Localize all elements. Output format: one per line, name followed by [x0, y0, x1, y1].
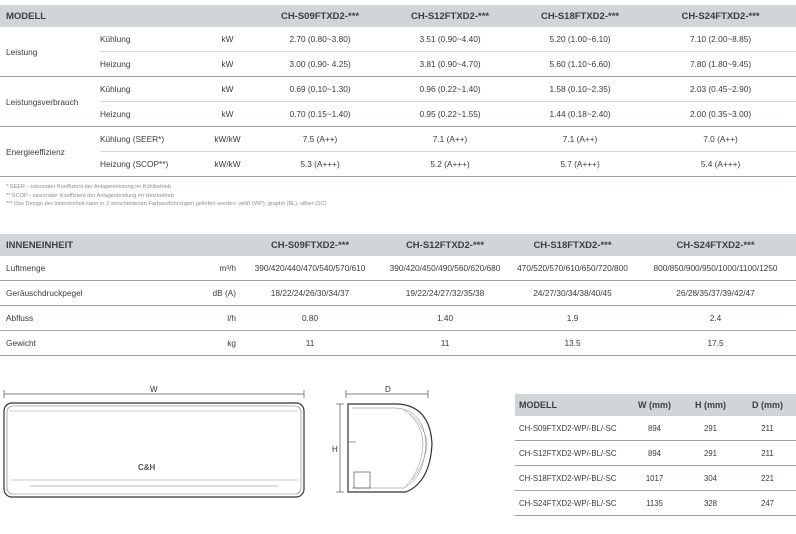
cell-value: 5.2 (A+++)	[385, 152, 515, 177]
header-model-2: CH-S12FTXD2-***	[380, 234, 510, 256]
cell-value: 2.4	[635, 306, 796, 331]
cell-value: 2.03 (0.45~2.90)	[645, 77, 796, 102]
row-unit: kW/kW	[200, 127, 255, 152]
dims-header-row	[515, 394, 796, 416]
cell-value: 0.95 (0.22~1.55)	[385, 102, 515, 127]
row-label: Luftmenge	[0, 256, 180, 281]
dimensions-table	[515, 394, 796, 516]
cell-value: 7.5 (A++)	[255, 127, 385, 152]
cell-value: 5.7 (A+++)	[515, 152, 645, 177]
table-row	[0, 256, 796, 281]
cell-value: 1017	[627, 466, 682, 491]
table-row	[0, 102, 796, 127]
cell-value: 894	[627, 416, 682, 441]
indoor-unit-body	[4, 403, 304, 497]
group-label-leistung: Leistung	[0, 27, 100, 77]
cell-value: 390/420/450/490/560/620/680	[380, 256, 510, 281]
table-row	[515, 441, 796, 466]
row-label: Abfluss	[0, 306, 180, 331]
row-unit: dB (A)	[180, 281, 240, 306]
header-model-2: CH-S12FTXD2-***	[385, 5, 515, 27]
row-mode: Heizung	[100, 102, 200, 127]
cell-value: 5.20 (1.00~6.10)	[515, 27, 645, 52]
table-row	[515, 416, 796, 441]
footnote-scop: ** SCOP - saisonaler Koeffizient der Anlagenleistung im Heizbetrieb	[6, 192, 174, 199]
depth-label: D	[385, 385, 391, 394]
cell-value: 17.5	[635, 331, 796, 356]
header-model-1: CH-S09FTXD2-***	[240, 234, 380, 256]
header-w: W (mm)	[627, 394, 682, 416]
group-label-leistungsverbrauch: Leistungsverbrauch	[0, 77, 100, 127]
indoor-unit-side	[348, 404, 432, 492]
cell-value: 291	[682, 441, 739, 466]
footnote-design: *** Das Design der Inneneinheit kann in 3 verschiedenen Farbausführungen geliefert werden: weiß (WP), graphit (BL), silber (SC)	[6, 201, 327, 207]
cell-value: 24/27/30/34/38/40/45	[510, 281, 635, 306]
footnote-seer: * SEER - saisonaler Koeffizient der Anlagenleistung im Kühlbetrieb	[6, 184, 172, 190]
header-model-1: CH-S09FTXD2-***	[255, 5, 385, 27]
cell-value: 0.69 (0.10~1.30)	[255, 77, 385, 102]
performance-header-row	[0, 5, 796, 27]
header-model-4: CH-S24FTXD2-***	[645, 5, 796, 27]
row-mode: Heizung	[100, 52, 200, 77]
table-row	[0, 281, 796, 306]
indoor-unit-table	[0, 234, 796, 356]
table-row	[0, 306, 796, 331]
row-unit: kW	[200, 77, 255, 102]
cell-value: 1.40	[380, 306, 510, 331]
table-row	[0, 77, 796, 102]
row-unit: kW/kW	[200, 152, 255, 177]
cell-value: 11	[380, 331, 510, 356]
cell-value: 211	[739, 441, 796, 466]
row-mode: Kühlung	[100, 77, 200, 102]
table-row	[0, 52, 796, 77]
table-row	[0, 152, 796, 177]
cell-value: 800/850/900/950/1000/1100/1250	[635, 256, 796, 281]
header-model-3: CH-S18FTXD2-***	[510, 234, 635, 256]
cell-value: 11	[240, 331, 380, 356]
cell-value: 1.44 (0.18~2.40)	[515, 102, 645, 127]
header-modell: MODELL	[0, 5, 255, 27]
row-mode: Heizung (SCOP**)	[100, 152, 200, 177]
table-row	[515, 466, 796, 491]
table-row	[0, 27, 796, 52]
group-label-energieeffizienz: Energieeffizienz	[0, 127, 100, 177]
cell-value: 0.96 (0.22~1.40)	[385, 77, 515, 102]
cell-value: 13.5	[510, 331, 635, 356]
performance-table	[0, 5, 796, 177]
model-name: CH-S24FTXD2-WP/-BL/-SC	[515, 491, 627, 516]
row-unit: kg	[180, 331, 240, 356]
row-label: Geräuschdruckpegel	[0, 281, 180, 306]
cell-value: 7.10 (2.00~8.85)	[645, 27, 796, 52]
model-name: CH-S12FTXD2-WP/-BL/-SC	[515, 441, 627, 466]
cell-value: 3.81 (0.90~4.70)	[385, 52, 515, 77]
header-d: D (mm)	[739, 394, 796, 416]
cell-value: 7.1 (A++)	[515, 127, 645, 152]
cell-value: 5.3 (A+++)	[255, 152, 385, 177]
cell-value: 26/28/35/37/39/42/47	[635, 281, 796, 306]
header-model-3: CH-S18FTXD2-***	[515, 5, 645, 27]
cell-value: 1135	[627, 491, 682, 516]
cell-value: 0.70 (0.15~1.40)	[255, 102, 385, 127]
table-row	[0, 331, 796, 356]
cell-value: 390/420/440/470/540/570/610	[240, 256, 380, 281]
cell-value: 0.80	[240, 306, 380, 331]
cell-value: 5.60 (1.10~6.60)	[515, 52, 645, 77]
front-view-drawing	[0, 380, 320, 510]
cell-value: 19/22/24/27/32/35/38	[380, 281, 510, 306]
indoor-header-row	[0, 234, 796, 256]
cell-value: 304	[682, 466, 739, 491]
row-unit: kW	[200, 52, 255, 77]
cell-value: 7.0 (A++)	[645, 127, 796, 152]
brand-logo: C&H	[138, 463, 156, 472]
header-inneneinheit: INNENEINHEIT	[0, 234, 240, 256]
header-h: H (mm)	[682, 394, 739, 416]
footnotes	[6, 183, 327, 209]
row-mode: Kühlung	[100, 27, 200, 52]
height-label: H	[332, 445, 338, 454]
row-unit: kW	[200, 27, 255, 52]
cell-value: 247	[739, 491, 796, 516]
cell-value: 1.9	[510, 306, 635, 331]
cell-value: 894	[627, 441, 682, 466]
header-model-4: CH-S24FTXD2-***	[635, 234, 796, 256]
cell-value: 5.4 (A+++)	[645, 152, 796, 177]
model-name: CH-S09FTXD2-WP/-BL/-SC	[515, 416, 627, 441]
cell-value: 3.51 (0.90~4.40)	[385, 27, 515, 52]
cell-value: 328	[682, 491, 739, 516]
cell-value: 1.58 (0.10~2.35)	[515, 77, 645, 102]
cell-value: 7.1 (A++)	[385, 127, 515, 152]
cell-value: 2.00 (0.35~3.00)	[645, 102, 796, 127]
cell-value: 18/22/24/26/30/34/37	[240, 281, 380, 306]
side-view-drawing	[328, 382, 448, 512]
width-label: W	[150, 385, 158, 394]
row-unit: l/h	[180, 306, 240, 331]
row-unit: m³/h	[180, 256, 240, 281]
cell-value: 3.00 (0.90- 4.25)	[255, 52, 385, 77]
cell-value: 470/520/570/610/650/720/800	[510, 256, 635, 281]
row-label: Gewicht	[0, 331, 180, 356]
cell-value: 291	[682, 416, 739, 441]
cell-value: 7.80 (1.80~9.45)	[645, 52, 796, 77]
cell-value: 221	[739, 466, 796, 491]
table-row	[515, 491, 796, 516]
header-modell: MODELL	[515, 394, 627, 416]
row-mode: Kühlung (SEER*)	[100, 127, 200, 152]
cell-value: 211	[739, 416, 796, 441]
model-name: CH-S18FTXD2-WP/-BL/-SC	[515, 466, 627, 491]
cell-value: 2.70 (0.80~3.80)	[255, 27, 385, 52]
row-unit: kW	[200, 102, 255, 127]
table-row	[0, 127, 796, 152]
